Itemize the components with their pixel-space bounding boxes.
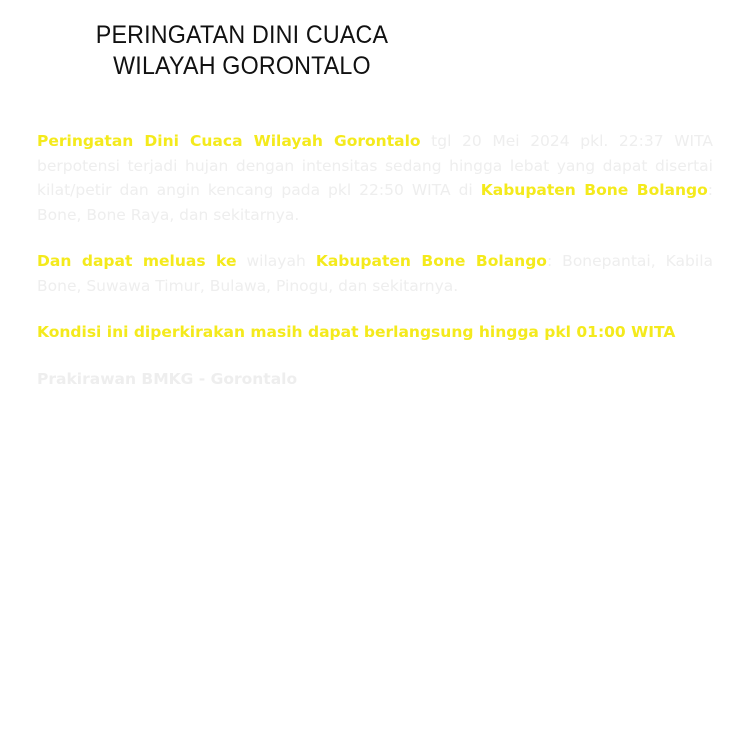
page-title — [69, 20, 415, 82]
expansion-word: wilayah — [236, 252, 316, 270]
area-list: : Bone, Bone Raya, dan sekitarnya. — [37, 181, 714, 224]
title-line-2: WILAYAH GORONTALO — [113, 52, 371, 80]
title-line-1: PERINGATAN DINI CUACA — [95, 21, 389, 49]
expansion-lead: Dan dapat meluas ke — [37, 252, 237, 270]
expansion-area-list: : Bonepantai, Kabila Bone, Suwawa Timur, Bulawa, Pinogu, dan sekitarnya. — [37, 252, 713, 295]
warning-lead: Peringatan Dini Cuaca Wilayah Gorontalo — [37, 132, 421, 150]
signature-paragraph — [37, 367, 713, 392]
region-name: Kabupaten Bone Bolango — [480, 181, 708, 199]
warning-body — [37, 129, 713, 413]
warning-detail-text: tgl 20 Mei 2024 pkl. 22:37 WITA berpotensi terjadi hujan dengan intensitas sedang hingga lebat yang dapat disertai kilat/petir dan angin kencang pada pkl 22:50 WITA di — [37, 132, 713, 199]
duration-paragraph — [37, 320, 713, 345]
duration-text: Kondisi ini diperkirakan masih dapat berlangsung hingga pkl 01:00 WITA — [37, 323, 676, 341]
warning-paragraph — [37, 129, 713, 227]
expansion-paragraph — [37, 249, 713, 298]
expansion-region-name: Kabupaten Bone Bolango — [315, 252, 547, 270]
forecaster-signature: Prakirawan BMKG - Gorontalo — [37, 369, 298, 388]
